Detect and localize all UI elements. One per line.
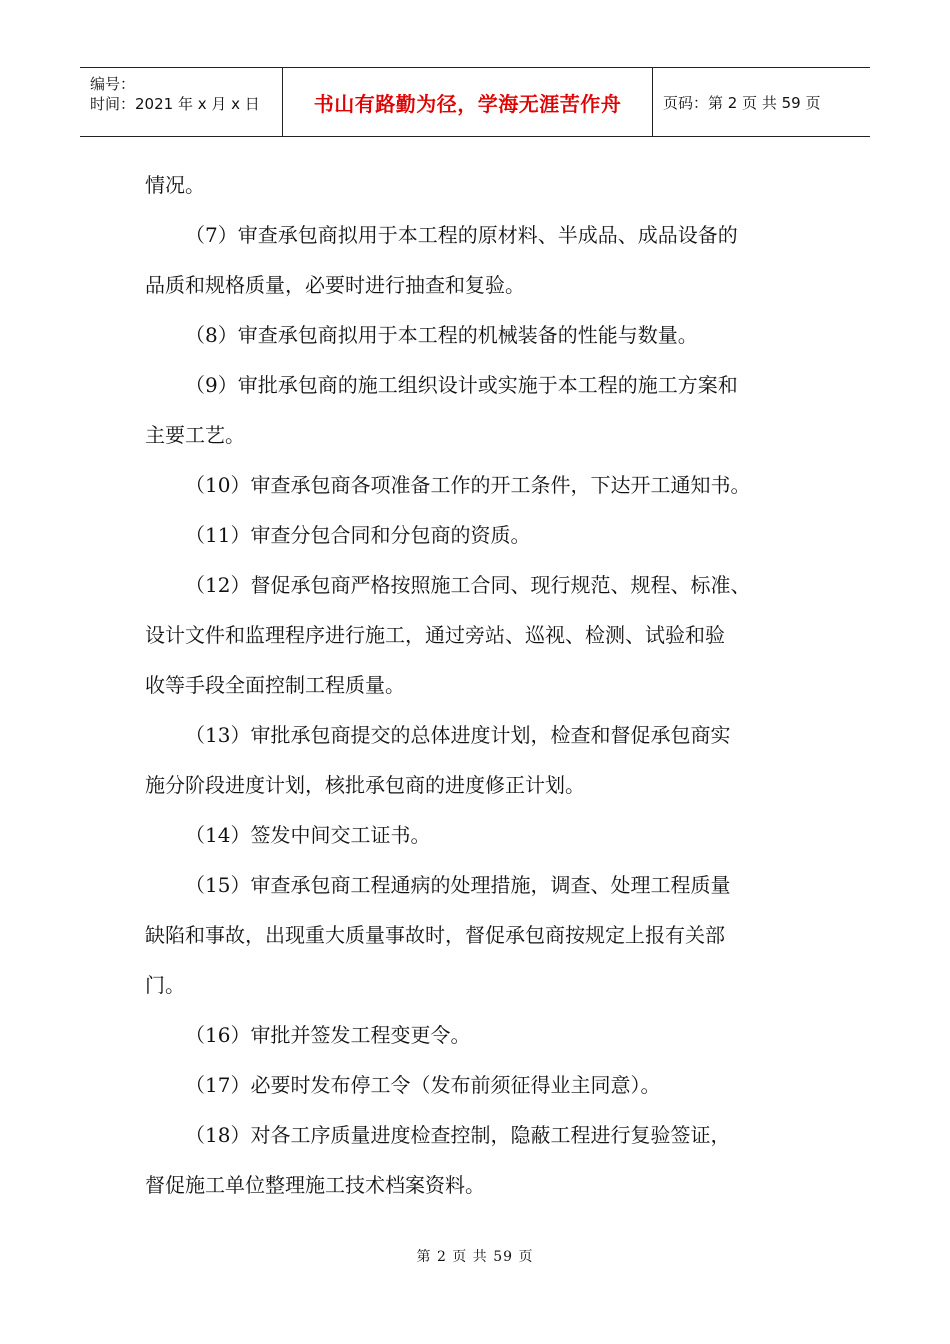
paragraph-line: 缺陷和事故，出现重大质量事故时，督促承包商按规定上报有关部 — [145, 923, 725, 947]
paragraph-line: （9）审批承包商的施工组织设计或实施于本工程的施工方案和 — [185, 373, 738, 397]
paragraph-line: （11）审查分包合同和分包商的资质。 — [185, 523, 531, 547]
header-motto-cell — [283, 68, 653, 136]
paragraph-line: 设计文件和监理程序进行施工，通过旁站、巡视、检测、试验和验 — [145, 623, 725, 647]
paragraph-line: （10）审查承包商各项准备工作的开工条件，下达开工通知书。 — [185, 473, 751, 497]
doc-number-label: 编号： — [90, 75, 136, 93]
paragraph-line: 情况。 — [145, 173, 205, 197]
header-page-cell — [653, 68, 870, 136]
paragraph-line: 施分阶段进度计划，核批承包商的进度修正计划。 — [145, 773, 585, 797]
paragraph-line: （17）必要时发布停工令（发布前须征得业主同意）。 — [185, 1073, 661, 1097]
paragraph-line: （7）审查承包商拟用于本工程的原材料、半成品、成品设备的 — [185, 223, 738, 247]
header-page-code: 页码：第 2 页 共 59 页 — [663, 93, 821, 112]
footer-page-number: 第 2 页 共 59 页 — [416, 1249, 534, 1265]
paragraph-line: （16）审批并签发工程变更令。 — [185, 1023, 471, 1047]
paragraph-line: （15）审查承包商工程通病的处理措施，调查、处理工程质量 — [185, 873, 731, 897]
paragraph-line: 品质和规格质量，必要时进行抽查和复验。 — [145, 273, 525, 297]
document-body — [145, 160, 835, 1210]
paragraph-line: （13）审批承包商提交的总体进度计划，检查和督促承包商实 — [185, 723, 731, 747]
paragraph-line: （18）对各工序质量进度检查控制，隐蔽工程进行复验签证， — [185, 1123, 731, 1147]
paragraph-line: 收等手段全面控制工程质量。 — [145, 673, 405, 697]
paragraph-line: 督促施工单位整理施工技术档案资料。 — [145, 1173, 485, 1197]
page-footer — [0, 1246, 950, 1266]
header-info-cell — [80, 68, 283, 136]
time-label: 时间：2021 年 x 月 x 日 — [90, 95, 260, 113]
paragraph-line: （12）督促承包商严格按照施工合同、现行规范、规程、标准、 — [185, 573, 751, 597]
page-header — [80, 67, 870, 137]
paragraph-line: 主要工艺。 — [145, 423, 245, 447]
paragraph-line: 门。 — [145, 973, 185, 997]
paragraph-line: （14）签发中间交工证书。 — [185, 823, 431, 847]
paragraph-line: （8）审查承包商拟用于本工程的机械装备的性能与数量。 — [185, 323, 698, 347]
header-motto: 书山有路勤为径，学海无涯苦作舟 — [313, 91, 622, 116]
